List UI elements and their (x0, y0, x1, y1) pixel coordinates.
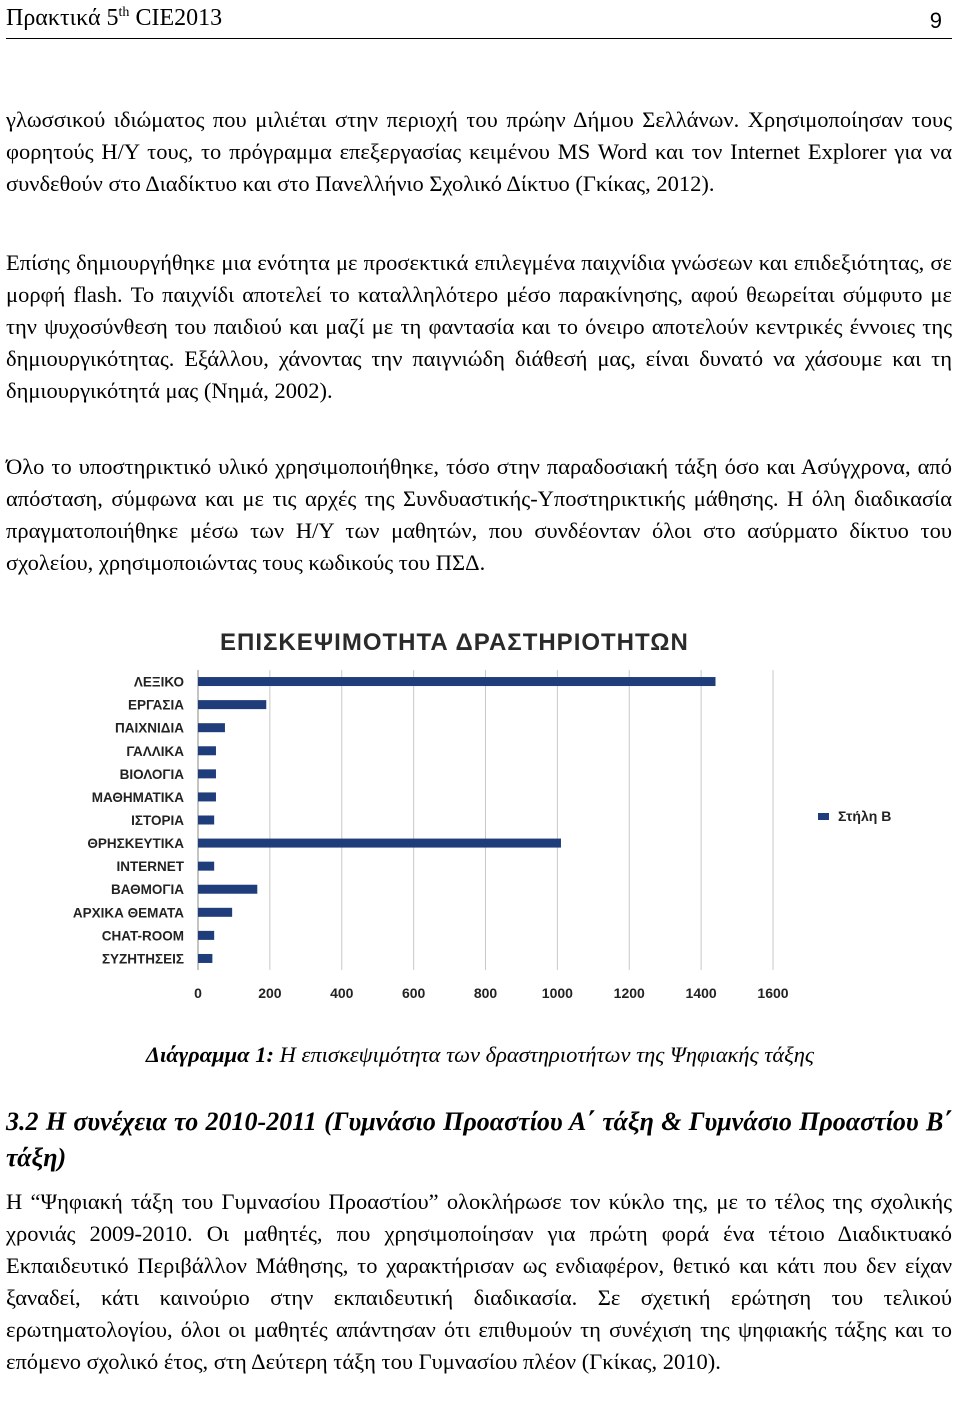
category-label: ΑΡΧΙΚΑ ΘΕΜΑΤΑ (72, 905, 184, 921)
caption-label: Διάγραμμα 1: (145, 1042, 274, 1067)
category-label: ΓΑΛΛΙΚΑ (126, 743, 184, 759)
bar (198, 816, 214, 825)
x-tick-label: 200 (258, 985, 282, 1001)
x-tick-label: 1600 (757, 985, 789, 1001)
paragraph-3: Όλο το υποστηρικτικό υλικό χρησιμοποιήθηκε, τόσο στην παραδοσιακή τάξη όσο και Ασύγχρονα, από απόσταση, σύμφωνα και με τις αρχές της Συνδυαστικής-Υποστηρικτικής μάθησης. Η όλη διαδικασία πραγματοποιήθηκε μέσω των Η/Υ των μαθητών, που συνδέονταν όλοι στο ασύρματο δίκτυο του σχολείου, χρησιμοποιώντας τους κωδικούς του ΠΣΔ. (6, 454, 952, 575)
category-label: ΛΕΞΙΚΟ (133, 674, 184, 690)
category-label: ΠΑΙΧΝΙΔΙΑ (115, 720, 184, 736)
category-label: ΣΥΖΗΤΗΣΕΙΣ (101, 951, 184, 967)
bar (198, 931, 214, 940)
category-label: ΕΡΓΑΣΙΑ (127, 697, 184, 713)
bar (198, 954, 212, 963)
category-label: ΒΙΟΛΟΓΙΑ (119, 766, 184, 782)
x-tick-label: 0 (194, 985, 202, 1001)
category-label: ΘΡΗΣΚΕΥΤΙΚΑ (87, 836, 184, 852)
visits-chart (20, 618, 945, 1028)
category-label: ΒΑΘΜΟΓΙΑ (111, 882, 184, 898)
bar (198, 746, 216, 755)
bar (198, 700, 266, 709)
caption-text: Η επισκεψιμότητα των δραστηριοτήτων της Ψηφιακής τάξης (273, 1042, 815, 1067)
bar (198, 792, 216, 801)
page-number: 9 (929, 8, 942, 33)
x-tick-label: 1000 (541, 985, 573, 1001)
bar (198, 839, 561, 848)
bar (198, 862, 214, 871)
x-tick-label: 1400 (685, 985, 717, 1001)
paragraph-1: γλωσσικού ιδιώματος που μιλιέται στην περιοχή του πρώην Δήμου Σελλάνων. Χρησιμοποίησαν τους φορητούς Η/Υ τους, το πρόγραμμα επεξεργασίας κειμένου MS Word και τον Internet Explorer για να συνδεθούν στο Διαδίκτυο και στο Πανελλήνιο Σχολικό Δίκτυο (Γκίκας, 2012). (6, 107, 952, 196)
category-label: ΜΑΘΗΜΑΤΙΚΑ (91, 789, 184, 805)
legend-label: Στήλη Β (838, 808, 892, 824)
x-tick-label: 400 (330, 985, 354, 1001)
bar (198, 677, 716, 686)
chart-title: ΕΠΙΣΚΕΨΙΜΟΤΗΤΑ ΔΡΑΣΤΗΡΙΟΤΗΤΩΝ (220, 629, 689, 656)
running-title: Πρακτικά 5th CIE2013 (6, 5, 223, 31)
x-tick-label: 1200 (613, 985, 645, 1001)
paragraph-2: Επίσης δημιουργήθηκε μια ενότητα με προσεκτικά επιλεγμένα παιχνίδια γνώσεων και επιδεξιότητας, σε μορφή flash. Το παιχνίδι αποτελεί το καταλληλότερο μέσο παρακίνησης, αφού θεωρείται σύμφυτο με την ψυχοσύνθεση του παιδιού και μαζί με τη φαντασία και το όνειρο αποτελούν κεντρικές έννοιες της δημιουργικότητας. Εξάλλου, χάνοντας την παιγνιώδη διάθεσή μας, είναι δυνατό να χάσουμε και τη δημιουργικότητά μας (Νημά, 2002). (6, 250, 952, 403)
bar (198, 885, 257, 894)
legend-swatch (818, 813, 829, 820)
x-tick-label: 800 (473, 985, 498, 1001)
paragraph-4: Η “Ψηφιακή τάξη του Γυμνασίου Προαστίου” ολοκλήρωσε τον κύκλο της, με το τέλος της σχολικής χρονιάς 2009-2010. Οι μαθητές, που χρησιμοποίησαν για πρώτη φορά ένα τέτοιο Διαδικτυακό Εκπαιδευτικό Περιβάλλον Μάθησης, το χαρακτήρισαν ως ενδιαφέρον, θετικό και κάτι που δεν είχαν ξαναδεί, κάτι καινούριο στην εκπαιδευτική διαδικασία. Σε σχετική ερώτηση του τελικού ερωτηματολογίου, όλοι οι μαθητές απάντησαν ότι επιθυμούν τη συνέχιση της ψηφιακής τάξης και το επόμενο σχολικό έτος, στη Δεύτερη τάξη του Γυμνασίου πλέον (Γκίκας, 2010). (6, 1189, 952, 1374)
bar (198, 769, 216, 778)
section-heading: 3.2 Η συνέχεια το 2010-2011 (Γυμνάσιο Προαστίου Α΄ τάξη & Γυμνάσιο Προαστίου Β΄ τάξη) (6, 1107, 952, 1172)
page-header (6, 2, 952, 39)
bar (198, 908, 232, 917)
chart-svg (20, 618, 945, 1028)
x-tick-label: 600 (401, 985, 426, 1001)
category-label: ΙΣΤΟΡΙΑ (131, 813, 184, 828)
bar (198, 723, 225, 732)
figure-caption (0, 1042, 960, 1068)
category-label: CHAT-ROOM (101, 928, 184, 944)
category-label: INTERNET (116, 859, 184, 875)
